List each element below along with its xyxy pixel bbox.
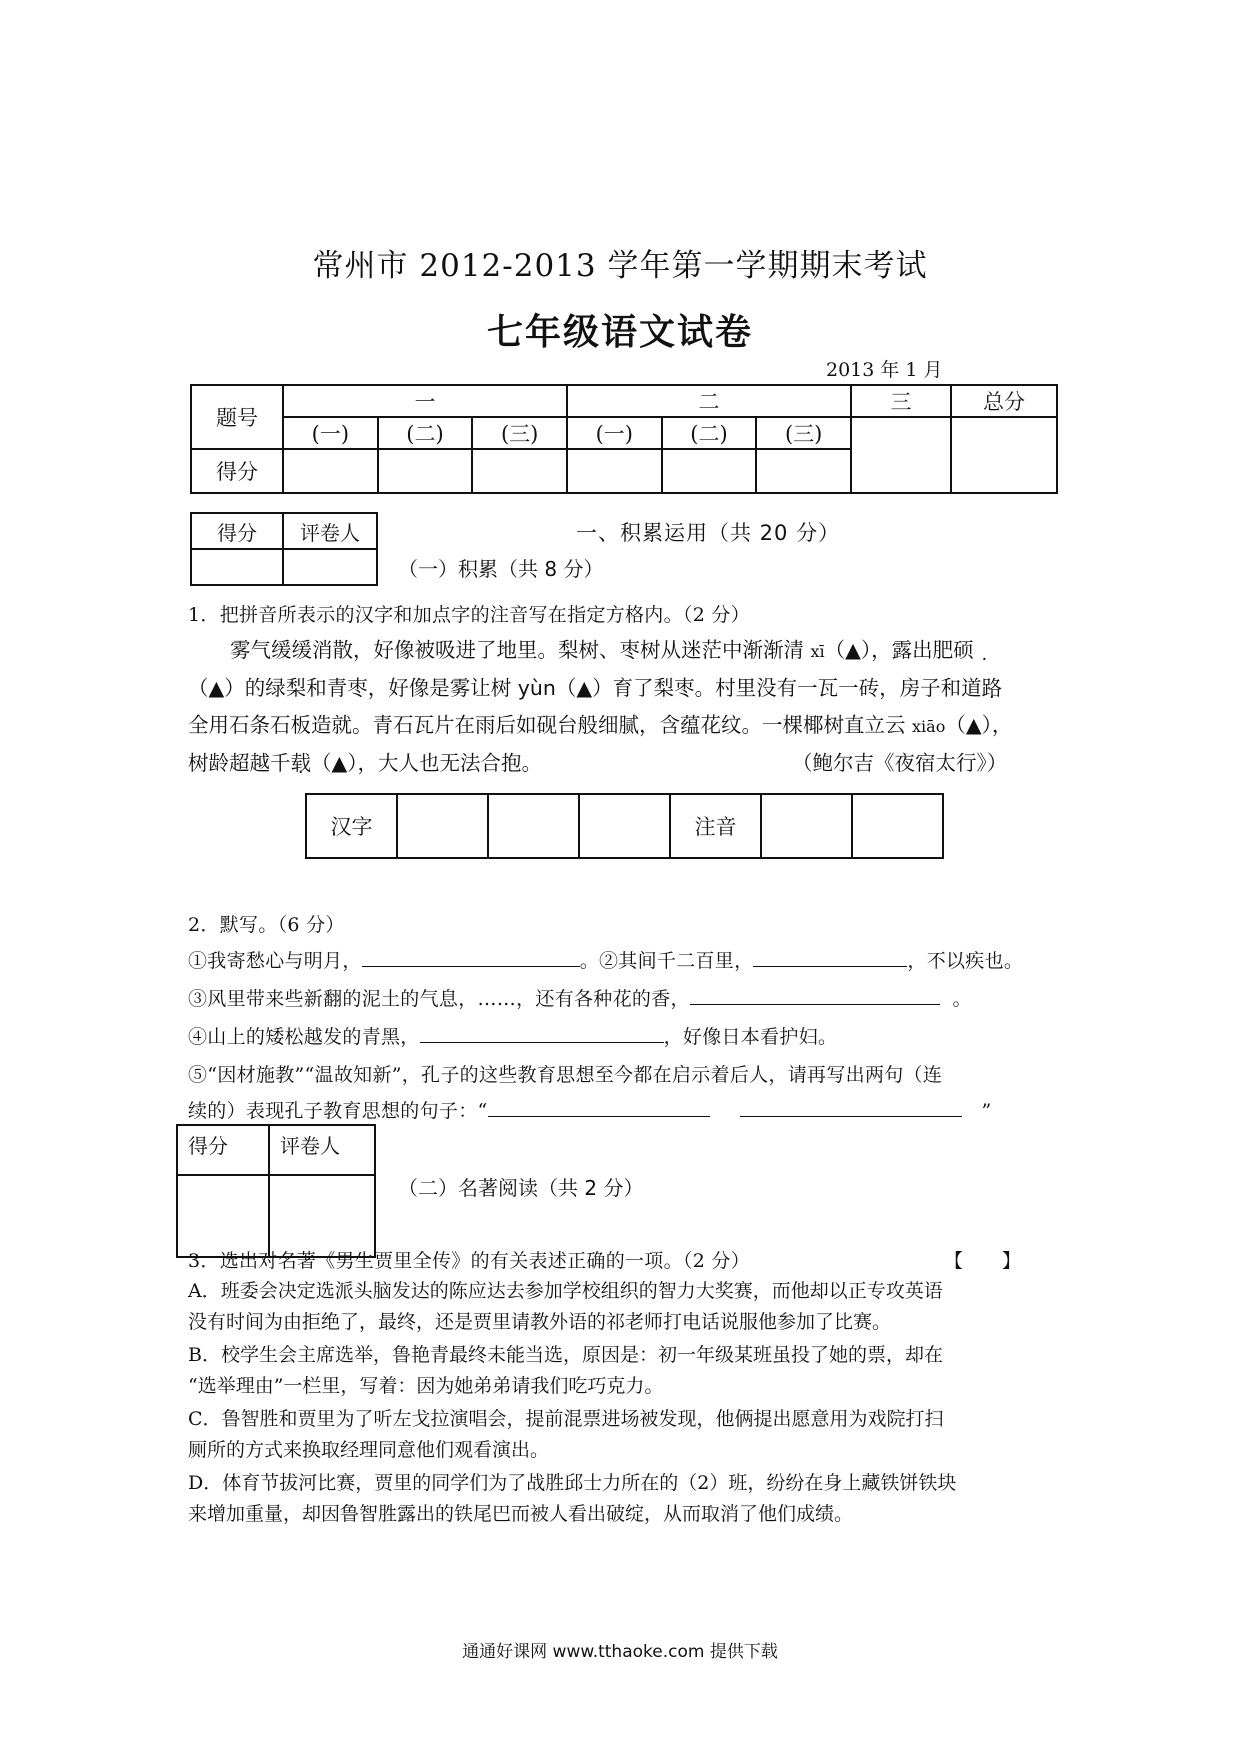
exam-date: 2013 年 1 月 bbox=[826, 359, 943, 381]
zhuyin-answer-1[interactable] bbox=[761, 794, 852, 858]
paper-title: 七年级语文试卷 bbox=[486, 311, 753, 353]
blank-5[interactable] bbox=[488, 1116, 710, 1117]
grader-score-label: 得分 bbox=[191, 513, 283, 549]
label-score: 得分 bbox=[191, 449, 283, 493]
score-cell-1-3[interactable] bbox=[472, 449, 567, 493]
subsection-2-heading: （二）名著阅读（共 2 分） bbox=[398, 1176, 644, 1200]
header-total: 总分 bbox=[951, 385, 1057, 417]
option-d-line-2: 来增加重量，却因鲁智胜露出的铁尾巴而被人看出破绽，从而取消了他们成绩。 bbox=[188, 1503, 854, 1525]
header-sub-2-3: (三) bbox=[756, 417, 851, 449]
passage-line-4a: 树龄超越千 bbox=[188, 751, 291, 775]
header-sub-1-2: (二) bbox=[378, 417, 473, 449]
option-b-line-2: “选举理由”一栏里，写着：因为她弟弟请我们吃巧克力。 bbox=[188, 1375, 664, 1397]
score-cell-2-2[interactable] bbox=[662, 449, 757, 493]
header-sub-1-1: (一) bbox=[283, 417, 378, 449]
option-b-line-1: B．校学生会主席选举，鲁艳青最终未能当选，原因是：初一年级某班虽投了她的票，却在 bbox=[188, 1344, 943, 1366]
score-cell-part-3[interactable] bbox=[851, 417, 951, 493]
q2-prompt: 2．默写。（6 分） bbox=[188, 914, 345, 936]
hanzi-label: 汉字 bbox=[306, 794, 397, 858]
q3-option-a[interactable] bbox=[188, 1276, 1068, 1338]
blank-3[interactable] bbox=[690, 1004, 940, 1005]
option-d-line-1: D．体育节拔河比赛，贾里的同学们为了战胜邱士力所在的（2）班，纷纷在身上藏铁饼铁块 bbox=[188, 1472, 957, 1494]
blank-4[interactable] bbox=[420, 1042, 664, 1043]
q1-prompt: 1．把拼音所表示的汉字和加点字的注音写在指定方格内。（2 分） bbox=[188, 604, 751, 626]
score-cell-1-2[interactable] bbox=[378, 449, 473, 493]
passage-line-1a: 雾气缓缓消散，好像被吸进了地里。梨树、枣树从迷茫中渐渐清 bbox=[230, 638, 811, 662]
passage-line-3b: （▲）， bbox=[945, 713, 1013, 737]
header-part-3: 三 bbox=[851, 385, 951, 417]
footer-credit: 通通好课网 www.tthaoke.com 提供下载 bbox=[462, 1642, 778, 1662]
passage-line-2a: （▲）的绿梨和青枣，好像是雾让树 bbox=[188, 676, 518, 700]
hanzi-answer-2[interactable] bbox=[488, 794, 579, 858]
score-cell-2-1[interactable] bbox=[567, 449, 662, 493]
dotted-char-lu: 路 bbox=[981, 676, 1003, 700]
q3-option-d[interactable] bbox=[188, 1468, 1068, 1530]
q2-line-4: ⑤“因材施教”“温故知新”，孔子的这些教育思想至今都在启示着后人，请再写出两句（连 bbox=[188, 1064, 943, 1086]
grader-score-cell[interactable] bbox=[191, 549, 283, 585]
q3-prompt: 3．选出对名著《男生贾里全传》的有关表述正确的一项。（2 分） bbox=[188, 1250, 751, 1272]
q2-line-5 bbox=[188, 1096, 992, 1123]
option-c-line-2: 厕所的方式来换取经理同意他们观看演出。 bbox=[188, 1439, 550, 1461]
dotted-char-shuo: 硕 bbox=[953, 638, 974, 662]
q2-line-3 bbox=[188, 1022, 837, 1049]
option-a-line-1: A．班委会决定选派头脑发达的陈应达去参加学校组织的智力大奖赛，而他却以正专攻英语 bbox=[188, 1280, 943, 1302]
score-cell-1-1[interactable] bbox=[283, 449, 378, 493]
header-sub-1-3: (三) bbox=[472, 417, 567, 449]
pinyin-xiao: xiāo bbox=[912, 717, 946, 736]
grader-score-cell[interactable] bbox=[177, 1175, 269, 1257]
option-c-line-1: C．鲁智胜和贾里为了听左戈拉演唱会，提前混票进场被发现，他俩提出愿意用为戏院打扫 bbox=[188, 1408, 944, 1430]
pinyin-xi: xī bbox=[810, 642, 825, 661]
header-part-1: 一 bbox=[283, 385, 567, 417]
passage-line-1b: （▲），露出肥 bbox=[824, 638, 954, 662]
q3-option-b[interactable] bbox=[188, 1340, 1068, 1402]
grader-name-label: 评卷人 bbox=[283, 513, 377, 549]
q2-line-1b: 。②其间千二百里， bbox=[579, 950, 754, 972]
grader-name-cell[interactable] bbox=[269, 1175, 375, 1257]
q2-line-2b: 。 bbox=[952, 988, 972, 1010]
q2-line-3b: ，好像日本看护妇。 bbox=[663, 1026, 838, 1048]
hanzi-answer-3[interactable] bbox=[579, 794, 670, 858]
pinyin-yun: yùn bbox=[517, 676, 556, 700]
q2-line-2a: ③风里带来些新翻的泥土的气息，……，还有各种花的香， bbox=[188, 988, 690, 1010]
exam-title: 常州市 2012-2013 学年第一学期期末考试 bbox=[312, 248, 928, 284]
zhuyin-answer-2[interactable] bbox=[852, 794, 943, 858]
q2-line-1a: ①我寄愁心与明月， bbox=[188, 950, 362, 972]
subsection-1-heading: （一）积累（共 8 分） bbox=[398, 557, 604, 581]
header-sub-2-1: (一) bbox=[567, 417, 662, 449]
q2-line-5a: 续的）表现孔子教育思想的句子：“ bbox=[188, 1100, 488, 1122]
header-sub-2-2: (二) bbox=[662, 417, 757, 449]
score-cell-total[interactable] bbox=[951, 417, 1057, 493]
blank-6[interactable] bbox=[740, 1116, 962, 1117]
section-1-heading: 一、积累运用（共 20 分） bbox=[576, 521, 841, 545]
dotted-char-zai: 载 bbox=[290, 751, 311, 775]
q2-line-5b: ” bbox=[981, 1100, 992, 1122]
score-cell-2-3[interactable] bbox=[756, 449, 851, 493]
score-summary-table bbox=[190, 384, 1058, 494]
zhuyin-label: 注音 bbox=[670, 794, 761, 858]
q1-answer-table bbox=[305, 793, 944, 859]
grader-box-2 bbox=[176, 1124, 376, 1258]
q2-line-1 bbox=[188, 946, 1023, 973]
hanzi-answer-1[interactable] bbox=[397, 794, 488, 858]
grader-name-label: 评卷人 bbox=[269, 1125, 375, 1175]
q3-answer-bracket[interactable]: 【 】 bbox=[944, 1250, 1022, 1272]
passage-line-2b: （▲）育了梨枣。村里没有一瓦一砖，房子和道 bbox=[555, 676, 982, 700]
grader-name-cell[interactable] bbox=[283, 549, 377, 585]
q2-line-2 bbox=[188, 984, 972, 1011]
passage-source: （鲍尔吉《夜宿太行》） bbox=[792, 751, 1008, 775]
blank-1[interactable] bbox=[362, 966, 580, 967]
blank-2[interactable] bbox=[753, 966, 907, 967]
q2-line-1c: ，不以疾也。 bbox=[907, 950, 1024, 972]
q3-option-c[interactable] bbox=[188, 1404, 1068, 1466]
q1-passage bbox=[188, 632, 1064, 782]
q2-line-3a: ④山上的矮松越发的青黑， bbox=[188, 1026, 420, 1048]
option-a-line-2: 没有时间为由拒绝了，最终，还是贾里请教外语的祁老师打电话说服他参加了比赛。 bbox=[188, 1311, 892, 1333]
passage-line-3: 全用石条石板造就。青石瓦片在雨后如砚台般细腻，含蕴花纹。一棵椰树直立云 bbox=[188, 713, 913, 737]
header-part-2: 二 bbox=[567, 385, 851, 417]
grader-score-label: 得分 bbox=[177, 1125, 269, 1175]
passage-line-4b: （▲），大人也无法合抱。 bbox=[311, 751, 543, 775]
label-question-number: 题号 bbox=[191, 385, 283, 449]
grader-box bbox=[190, 512, 378, 586]
